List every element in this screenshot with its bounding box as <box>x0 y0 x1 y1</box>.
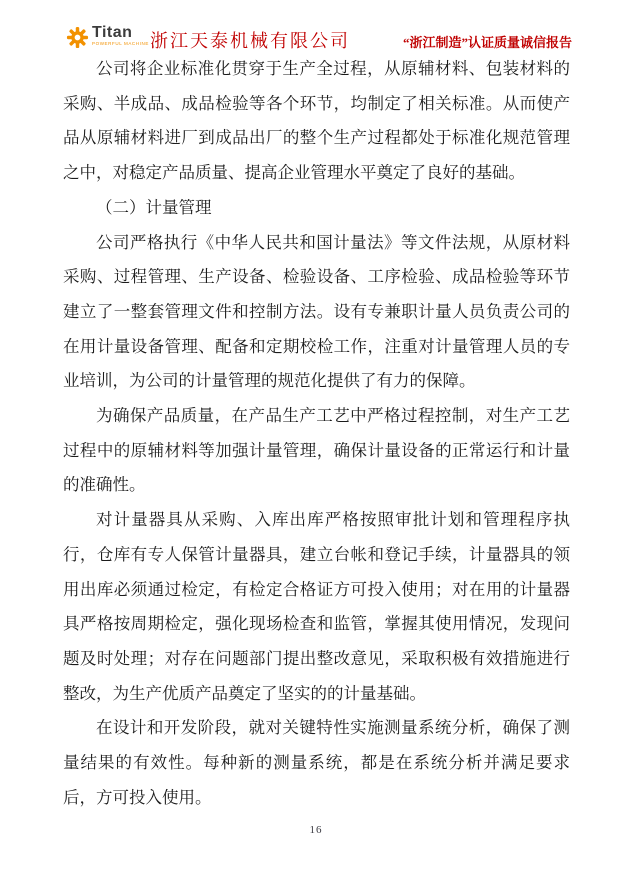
company-name: 浙江天泰机械有限公司 <box>150 31 350 51</box>
paragraph: 对计量器具从采购、入库出库严格按照审批计划和管理程序执行，仓库有专人保管计量器具，建立台帐和登记手续，计量器具的领用出库必须通过检定，有检定合格证方可投入使用；对在用的计量器具严格按周期检定，强化现场检查和监管，掌握其使用情况，发现问题及时处理；对存在问题部门提出整改意见，采取积极有效措施进行整改，为生产优质产品奠定了坚实的的计量基础。 <box>63 510 570 703</box>
page-footer <box>0 824 632 836</box>
document-body <box>63 52 570 815</box>
section-heading: （二）计量管理 <box>96 197 212 217</box>
logo-text <box>92 25 149 47</box>
logo-brand-text: Titan <box>92 24 133 41</box>
paragraph: 公司将企业标准化贯穿于生产全过程，从原辅材料、包装材料的采购、半成品、成品检验等各个环节，均制定了相关标准。从而使产品从原辅材料进厂到成品出厂的整个生产过程都处于标准化规范管理之中，对稳定产品质量、提高企业管理水平奠定了良好的基础。 <box>63 59 570 183</box>
logo-tagline-text: POWERFUL MACHINE <box>92 41 149 46</box>
page-number: 16 <box>309 824 323 836</box>
company-logo <box>66 25 149 49</box>
gear-icon <box>66 26 89 49</box>
report-title: “浙江制造”认证质量诚信报告 <box>402 35 572 50</box>
paragraph: 在设计和开发阶段，就对关键特性实施测量系统分析，确保了测量结果的有效性。每种新的测量系统，都是在系统分析并满足要求后，方可投入使用。 <box>63 718 570 807</box>
paragraph: 公司严格执行《中华人民共和国计量法》等文件法规，从原材料采购、过程管理、生产设备、检验设备、工序检验、成品检验等环节建立了一整套管理文件和控制方法。设有专兼职计量人员负责公司的在用计量设备管理、配备和定期校检工作，注重对计量管理人员的专业培训，为公司的计量管理的规范化提供了有力的保障。 <box>63 232 570 391</box>
paragraph: 为确保产品质量，在产品生产工艺中严格过程控制，对生产工艺过程中的原辅材料等加强计量管理，确保计量设备的正常运行和计量的准确性。 <box>63 406 570 495</box>
